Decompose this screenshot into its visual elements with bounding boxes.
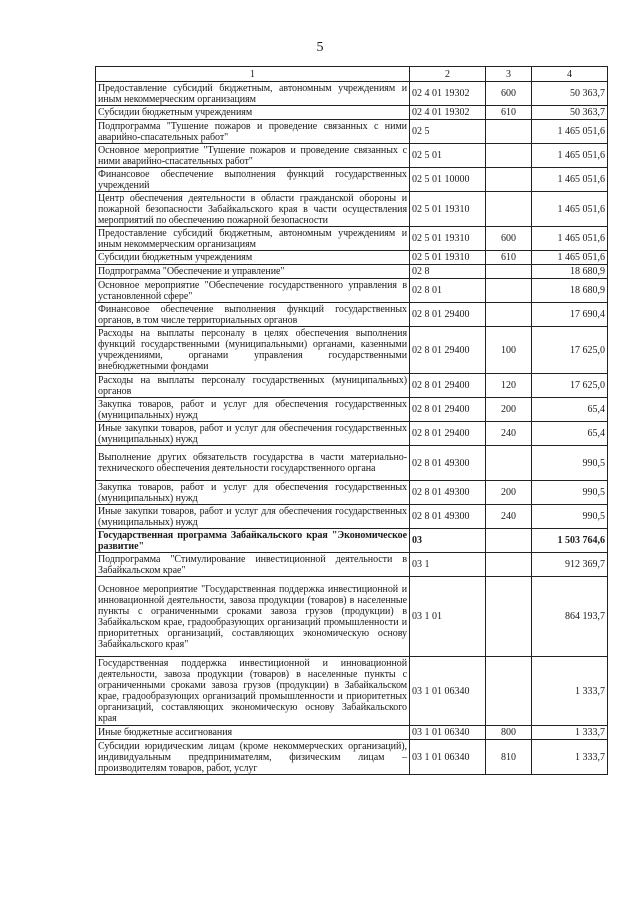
row-name: Расходы на выплаты персоналу государственных (муниципальных) органов [96, 374, 410, 398]
table-row [96, 120, 608, 144]
table-row [96, 82, 608, 106]
row-amount: 50 363,7 [532, 82, 608, 106]
row-code: 02 5 01 19310 [410, 227, 486, 251]
row-code: 02 5 01 [410, 144, 486, 168]
row-code: 03 1 01 06340 [410, 740, 486, 775]
row-code: 02 8 01 [410, 279, 486, 303]
row-amount: 1 465 051,6 [532, 227, 608, 251]
row-amount: 65,4 [532, 398, 608, 422]
row-expense-type: 610 [486, 106, 532, 120]
row-expense-type: 240 [486, 505, 532, 529]
row-code: 02 8 01 29400 [410, 374, 486, 398]
table-row [96, 740, 608, 775]
row-code: 02 4 01 19302 [410, 106, 486, 120]
table-row [96, 726, 608, 740]
row-code: 03 [410, 529, 486, 553]
row-amount: 17 690,4 [532, 303, 608, 327]
row-name: Основное мероприятие "Государственная поддержка инвестиционной и инновационной деятельности, завоза продукции (товаров) в населенные пункты с ограниченными сроками завоза грузов (продукции) в Забайкальском крае, градообразующих организаций промышленности и приоритетных организаций, составляющих экономическую основу Забайкальского края" [96, 577, 410, 657]
row-amount: 17 625,0 [532, 327, 608, 374]
row-amount: 1 465 051,6 [532, 120, 608, 144]
row-expense-type: 100 [486, 327, 532, 374]
row-code: 02 8 01 49300 [410, 481, 486, 505]
row-code: 02 8 01 49300 [410, 446, 486, 481]
row-name: Государственная поддержка инвестиционной и инновационной деятельности, завоза продукции (товаров) в населенные пункты с ограниченными сроками завоза грузов (продукции) в Забайкальском крае, градообразующих организаций промышленности и приоритетных организаций, составляющих экономическую основу Забайкальского края [96, 657, 410, 726]
row-expense-type [486, 303, 532, 327]
row-name: Иные закупки товаров, работ и услуг для обеспечения государственных (муниципальных) нужд [96, 505, 410, 529]
row-code: 02 5 01 19310 [410, 192, 486, 227]
table-row [96, 227, 608, 251]
table-row [96, 422, 608, 446]
row-amount: 990,5 [532, 446, 608, 481]
row-name: Подпрограмма "Стимулирование инвестиционной деятельности в Забайкальском крае" [96, 553, 410, 577]
row-amount: 990,5 [532, 505, 608, 529]
row-name: Основное мероприятие "Обеспечение государственного управления в установленной сфере" [96, 279, 410, 303]
table-row [96, 657, 608, 726]
row-code: 02 4 01 19302 [410, 82, 486, 106]
row-name: Иные бюджетные ассигнования [96, 726, 410, 740]
table-row [96, 553, 608, 577]
row-name: Иные закупки товаров, работ и услуг для обеспечения государственных (муниципальных) нужд [96, 422, 410, 446]
row-name: Субсидии бюджетным учреждениям [96, 251, 410, 265]
row-name: Предоставление субсидий бюджетным, автономным учреждениям и иным некоммерческим организациям [96, 82, 410, 106]
row-amount: 18 680,9 [532, 265, 608, 279]
row-expense-type [486, 553, 532, 577]
row-amount: 1 465 051,6 [532, 168, 608, 192]
page-number: 5 [316, 40, 324, 55]
row-amount: 65,4 [532, 422, 608, 446]
row-amount: 1 465 051,6 [532, 192, 608, 227]
row-amount: 1 333,7 [532, 657, 608, 726]
row-expense-type [486, 168, 532, 192]
row-code: 02 5 01 19310 [410, 251, 486, 265]
row-expense-type: 240 [486, 422, 532, 446]
table-row [96, 446, 608, 481]
row-name: Выполнение других обязательств государства в части материально-технического обеспечения деятельности государственного органа [96, 446, 410, 481]
row-amount: 864 193,7 [532, 577, 608, 657]
row-code: 02 5 01 10000 [410, 168, 486, 192]
row-expense-type: 120 [486, 374, 532, 398]
row-amount: 1 503 764,6 [532, 529, 608, 553]
row-amount: 1 333,7 [532, 726, 608, 740]
table-row [96, 577, 608, 657]
row-amount: 912 369,7 [532, 553, 608, 577]
row-expense-type [486, 144, 532, 168]
row-name: Финансовое обеспечение выполнения функций государственных органов, в том числе территориальных органов [96, 303, 410, 327]
row-code: 02 5 [410, 120, 486, 144]
table-row [96, 327, 608, 374]
row-code: 02 8 01 29400 [410, 303, 486, 327]
row-amount: 50 363,7 [532, 106, 608, 120]
row-name: Основное мероприятие "Тушение пожаров и проведение связанных с ними аварийно-спасательных работ" [96, 144, 410, 168]
header-row [96, 67, 608, 82]
row-code: 02 8 [410, 265, 486, 279]
table-row [96, 529, 608, 553]
table-row [96, 481, 608, 505]
row-name: Предоставление субсидий бюджетным, автономным учреждениям и иным некоммерческим организациям [96, 227, 410, 251]
row-expense-type: 600 [486, 82, 532, 106]
table-row [96, 374, 608, 398]
row-code: 02 8 01 29400 [410, 398, 486, 422]
table-row [96, 279, 608, 303]
table-row [96, 303, 608, 327]
table-row [96, 251, 608, 265]
row-code: 03 1 01 06340 [410, 657, 486, 726]
row-expense-type [486, 529, 532, 553]
row-expense-type: 200 [486, 481, 532, 505]
row-name: Субсидии юридическим лицам (кроме некоммерческих организаций), индивидуальным предпринимателям, физическим лицам – производителям товаров, работ, услуг [96, 740, 410, 775]
row-name: Субсидии бюджетным учреждениям [96, 106, 410, 120]
row-amount: 1 465 051,6 [532, 251, 608, 265]
table-row [96, 144, 608, 168]
row-expense-type [486, 657, 532, 726]
row-name: Государственная программа Забайкальского края "Экономическое развитие" [96, 529, 410, 553]
row-name: Подпрограмма "Обеспечение и управление" [96, 265, 410, 279]
table-body [96, 82, 608, 775]
row-code: 02 8 01 29400 [410, 327, 486, 374]
row-amount: 1 333,7 [532, 740, 608, 775]
row-name: Расходы на выплаты персоналу в целях обеспечения выполнения функций государственными (муниципальными) органами, казенными учреждениями, органами управления государственными внебюджетными фондами [96, 327, 410, 374]
column-header-4: 4 [532, 67, 608, 82]
table-row [96, 168, 608, 192]
row-expense-type: 800 [486, 726, 532, 740]
table-row [96, 192, 608, 227]
row-expense-type: 200 [486, 398, 532, 422]
row-name: Подпрограмма "Тушение пожаров и проведение связанных с ними аварийно-спасательных работ" [96, 120, 410, 144]
row-expense-type: 600 [486, 227, 532, 251]
row-code: 03 1 01 [410, 577, 486, 657]
budget-table [95, 66, 608, 775]
row-code: 03 1 [410, 553, 486, 577]
row-expense-type [486, 192, 532, 227]
row-amount: 1 465 051,6 [532, 144, 608, 168]
row-expense-type [486, 446, 532, 481]
row-name: Закупка товаров, работ и услуг для обеспечения государственных (муниципальных) нужд [96, 398, 410, 422]
row-amount: 990,5 [532, 481, 608, 505]
table-row [96, 106, 608, 120]
row-expense-type: 610 [486, 251, 532, 265]
row-name: Финансовое обеспечение выполнения функций государственных учреждений [96, 168, 410, 192]
row-code: 03 1 01 06340 [410, 726, 486, 740]
column-header-1: 1 [96, 67, 410, 82]
column-header-2: 2 [410, 67, 486, 82]
column-header-3: 3 [486, 67, 532, 82]
row-amount: 18 680,9 [532, 279, 608, 303]
row-expense-type [486, 279, 532, 303]
row-expense-type [486, 265, 532, 279]
row-expense-type: 810 [486, 740, 532, 775]
table-row [96, 505, 608, 529]
row-expense-type [486, 120, 532, 144]
row-name: Центр обеспечения деятельности в области гражданской обороны и пожарной безопасности Забайкальского края в части осуществления мероприятий по обеспечению пожарной безопасности [96, 192, 410, 227]
table-row [96, 265, 608, 279]
row-expense-type [486, 577, 532, 657]
row-name: Закупка товаров, работ и услуг для обеспечения государственных (муниципальных) нужд [96, 481, 410, 505]
table-row [96, 398, 608, 422]
row-code: 02 8 01 29400 [410, 422, 486, 446]
row-code: 02 8 01 49300 [410, 505, 486, 529]
row-amount: 17 625,0 [532, 374, 608, 398]
